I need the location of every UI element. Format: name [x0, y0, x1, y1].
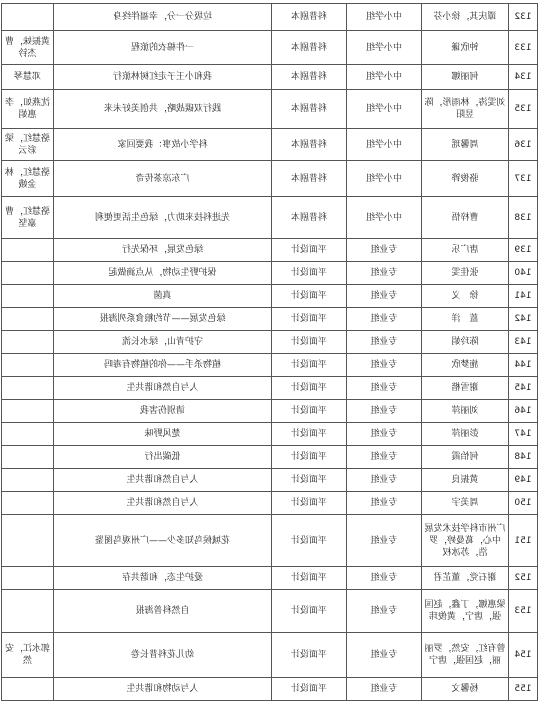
names-cell-text: 谢雪楷 [451, 383, 479, 393]
number-cell [509, 331, 538, 354]
group-cell [347, 129, 422, 161]
category-cell [272, 446, 347, 469]
names-cell-text: 骆俊铧 [451, 173, 479, 184]
number-cell [509, 308, 538, 331]
names-cell-text: 刘丽萍 [451, 406, 479, 416]
names-cell [422, 31, 509, 65]
category-cell-text: 平面设计 [291, 650, 328, 660]
names-cell-text: 黄振良 [451, 475, 479, 485]
title-cell [54, 590, 272, 633]
title-cell-text: 人与自然和谐共生 [126, 498, 199, 508]
group-cell-text: 专业组 [370, 268, 398, 278]
note-cell [2, 197, 54, 239]
category-cell-text: 平面设计 [291, 475, 328, 485]
number-cell [509, 590, 538, 633]
note-cell [2, 161, 54, 197]
category-cell [272, 469, 347, 492]
names-cell-text: 施梦欣 [451, 360, 479, 370]
number-cell-text: 146 [514, 406, 532, 416]
group-cell-text: 专业组 [370, 337, 398, 347]
category-cell [272, 161, 347, 197]
category-cell [272, 65, 347, 90]
title-cell-text: 先进科技来助力，绿色生活更便利 [95, 212, 231, 223]
table-row [2, 129, 538, 161]
group-cell [347, 161, 422, 197]
title-cell-text: 人与自然和谐共生 [126, 383, 199, 393]
title-cell-text: 践行双碳战略，共创美好未来 [104, 104, 222, 114]
note-cell [2, 354, 54, 377]
title-cell [54, 285, 272, 308]
number-cell-text: 133 [514, 42, 532, 53]
names-cell [422, 515, 509, 567]
number-cell [509, 515, 538, 567]
note-cell [2, 285, 54, 308]
title-cell [54, 377, 272, 400]
names-cell-text: 何怡霞 [451, 452, 479, 462]
group-cell [347, 492, 422, 515]
note-cell [2, 129, 54, 161]
group-cell [347, 633, 422, 678]
group-cell-text: 专业组 [370, 383, 398, 393]
group-cell-text: 中小学组 [366, 212, 403, 223]
category-cell-text: 平面设计 [291, 452, 328, 462]
names-cell-text: 钟欣谦 [451, 42, 479, 53]
group-cell-text: 专业组 [370, 245, 398, 255]
group-cell [347, 354, 422, 377]
title-cell [54, 161, 272, 197]
title-cell-text: 绿色发展，环保先行 [122, 245, 204, 255]
number-cell-text: 138 [514, 212, 532, 223]
title-cell [54, 515, 272, 567]
title-cell-text: 人与动物和谐共生 [126, 684, 199, 694]
names-cell [422, 590, 509, 633]
title-cell [54, 197, 272, 239]
note-cell [2, 31, 54, 65]
names-cell [422, 4, 509, 31]
note-cell [2, 331, 54, 354]
number-cell-text: 134 [514, 72, 532, 82]
names-cell [422, 308, 509, 331]
number-cell [509, 633, 538, 678]
note-cell [2, 590, 54, 633]
title-cell-text: 花城候鸟知多少——广州观鸟图鉴 [95, 535, 231, 546]
note-cell [2, 567, 54, 590]
table-row [2, 515, 538, 567]
table-row [2, 285, 538, 308]
group-cell [347, 446, 422, 469]
number-cell-text: 154 [514, 650, 532, 660]
table-row [2, 678, 538, 701]
number-cell [509, 678, 538, 701]
group-cell-text: 专业组 [370, 314, 398, 324]
title-cell-text: 幼儿花科普长卷 [131, 650, 195, 660]
table-row [2, 308, 538, 331]
number-cell-text: 151 [514, 535, 532, 546]
category-cell-text: 平面设计 [291, 245, 328, 255]
title-cell [54, 90, 272, 129]
category-cell-text: 平面设计 [291, 406, 328, 416]
names-cell [422, 65, 509, 90]
category-cell [272, 377, 347, 400]
title-cell-text: 人与自然和谐共生 [126, 475, 199, 485]
table-row [2, 262, 538, 285]
category-cell [272, 400, 347, 423]
number-cell [509, 31, 538, 65]
title-cell-text: 真菌 [153, 291, 172, 301]
number-cell-text: 135 [514, 104, 532, 114]
names-cell-text: 彭丽萍 [451, 429, 479, 439]
number-cell [509, 90, 538, 129]
table-row [2, 331, 538, 354]
number-cell-text: 139 [514, 245, 532, 255]
category-cell-text: 平面设计 [291, 314, 328, 324]
names-cell [422, 377, 509, 400]
names-cell-text: 杨馨文 [451, 684, 479, 694]
category-cell [272, 423, 347, 446]
names-cell [422, 161, 509, 197]
title-cell [54, 446, 272, 469]
names-cell [422, 492, 509, 515]
title-cell [54, 492, 272, 515]
names-cell [422, 90, 509, 129]
title-cell-text: 垃圾分一分，幸福伴终身 [113, 12, 213, 22]
number-cell-text: 145 [514, 383, 532, 393]
note-cell-text: 骆慧红，曹嘉坚 [5, 206, 51, 229]
title-cell [54, 633, 272, 678]
number-cell-text: 132 [514, 12, 532, 22]
number-cell [509, 377, 538, 400]
group-cell [347, 331, 422, 354]
title-cell-text: 科学小故事：我要回家 [117, 139, 208, 150]
group-cell-text: 专业组 [370, 606, 398, 616]
number-cell-text: 136 [514, 139, 532, 150]
category-cell-text: 平面设计 [291, 535, 328, 546]
note-cell [2, 678, 54, 701]
category-cell-text: 科普剧本 [291, 12, 328, 22]
number-cell [509, 285, 538, 308]
table-row [2, 239, 538, 262]
names-cell [422, 400, 509, 423]
group-cell [347, 678, 422, 701]
names-cell [422, 678, 509, 701]
number-cell-text: 148 [514, 452, 532, 462]
note-cell-text: 骆慧红，林金娥 [5, 167, 51, 190]
category-cell [272, 239, 347, 262]
title-cell [54, 129, 272, 161]
award-table [1, 3, 538, 701]
table-row [2, 590, 538, 633]
title-cell [54, 308, 272, 331]
title-cell [54, 567, 272, 590]
category-cell-text: 平面设计 [291, 268, 328, 278]
note-cell [2, 4, 54, 31]
category-cell [272, 285, 347, 308]
category-cell-text: 科普剧本 [291, 139, 328, 150]
category-cell-text: 平面设计 [291, 360, 328, 370]
number-cell-text: 140 [514, 268, 532, 278]
names-cell-text: 曹梓悟 [451, 212, 479, 223]
table-row [2, 161, 538, 197]
note-cell [2, 423, 54, 446]
group-cell [347, 377, 422, 400]
group-cell [347, 90, 422, 129]
group-cell [347, 239, 422, 262]
category-cell [272, 567, 347, 590]
category-cell-text: 平面设计 [291, 429, 328, 439]
title-cell [54, 423, 272, 446]
award-table-body [2, 4, 538, 701]
table-row [2, 400, 538, 423]
note-cell-text: 骆慧红，梁彩云 [5, 133, 51, 156]
title-cell-text: 低碳出行 [144, 452, 181, 462]
number-cell-text: 144 [514, 360, 532, 370]
category-cell-text: 平面设计 [291, 573, 328, 583]
number-cell [509, 567, 538, 590]
group-cell-text: 专业组 [370, 475, 398, 485]
category-cell [272, 308, 347, 331]
table-row [2, 377, 538, 400]
group-cell [347, 197, 422, 239]
title-cell-text: 楚风野味 [144, 429, 181, 439]
table-row [2, 567, 538, 590]
number-cell-text: 143 [514, 337, 532, 347]
number-cell-text: 149 [514, 475, 532, 485]
table-row [2, 65, 538, 90]
group-cell [347, 515, 422, 567]
number-cell [509, 400, 538, 423]
note-cell [2, 90, 54, 129]
group-cell [347, 4, 422, 31]
title-cell-text: 一件棉衣的旅程 [131, 42, 195, 53]
note-cell [2, 239, 54, 262]
category-cell [272, 590, 347, 633]
group-cell-text: 专业组 [370, 498, 398, 508]
names-cell-text: 何丽娜 [451, 72, 479, 82]
group-cell-text: 专业组 [370, 291, 398, 301]
number-cell-text: 141 [514, 291, 532, 301]
category-cell-text: 平面设计 [291, 498, 328, 508]
names-cell-text: 张佳雯 [451, 268, 479, 278]
note-cell [2, 469, 54, 492]
title-cell [54, 400, 272, 423]
group-cell-text: 专业组 [370, 535, 398, 546]
note-cell [2, 446, 54, 469]
title-cell [54, 31, 272, 65]
names-cell [422, 354, 509, 377]
names-cell-text: 陈玲娟 [451, 337, 479, 347]
title-cell-text: 请别伤害我 [140, 406, 186, 416]
category-cell [272, 90, 347, 129]
group-cell [347, 400, 422, 423]
number-cell [509, 65, 538, 90]
note-cell-text: 黄振妹，曹杰钤 [5, 36, 51, 59]
title-cell-text: 守护青山，绿水长流 [122, 337, 204, 347]
note-cell [2, 377, 54, 400]
number-cell-text: 150 [514, 498, 532, 508]
group-cell [347, 65, 422, 90]
title-cell [54, 4, 272, 31]
category-cell-text: 平面设计 [291, 606, 328, 616]
number-cell [509, 197, 538, 239]
group-cell [347, 590, 422, 633]
number-cell [509, 262, 538, 285]
names-cell-text: 唐广乐 [451, 245, 479, 255]
group-cell-text: 专业组 [370, 573, 398, 583]
number-cell-text: 153 [514, 606, 532, 616]
category-cell [272, 492, 347, 515]
table-row [2, 423, 538, 446]
table-row [2, 469, 538, 492]
category-cell-text: 平面设计 [291, 684, 328, 694]
category-cell [272, 129, 347, 161]
table-row [2, 4, 538, 31]
names-cell-text: 梁惠娜，丁鑫，赵国强，唐宁，黄俊玮 [424, 600, 506, 622]
category-cell-text: 科普剧本 [291, 173, 328, 184]
group-cell-text: 中小学组 [366, 12, 403, 22]
note-cell-text: 沈燕如，李惠娟 [5, 98, 51, 120]
category-cell-text: 科普剧本 [291, 72, 328, 82]
number-cell-text: 137 [514, 173, 532, 184]
note-cell [2, 515, 54, 567]
group-cell [347, 285, 422, 308]
number-cell [509, 129, 538, 161]
note-cell-text: 邓慧琴 [14, 72, 42, 82]
names-cell-text: 谢石党，董芷君 [433, 573, 497, 583]
category-cell-text: 平面设计 [291, 337, 328, 347]
names-cell [422, 633, 509, 678]
names-cell [422, 129, 509, 161]
title-cell [54, 678, 272, 701]
title-cell [54, 469, 272, 492]
names-cell [422, 331, 509, 354]
title-cell [54, 262, 272, 285]
names-cell-text: 广州市科学技术发展中心，葛曼婷，罗浩，苏冰权 [424, 523, 506, 558]
table-row [2, 633, 538, 678]
note-cell [2, 262, 54, 285]
group-cell-text: 中小学组 [366, 104, 403, 114]
title-cell-text: 爱护生态，和谐共存 [122, 573, 204, 583]
note-cell [2, 65, 54, 90]
table-row [2, 31, 538, 65]
group-cell [347, 262, 422, 285]
names-cell [422, 567, 509, 590]
number-cell [509, 354, 538, 377]
table-row [2, 446, 538, 469]
group-cell [347, 308, 422, 331]
title-cell [54, 354, 272, 377]
category-cell [272, 197, 347, 239]
group-cell-text: 专业组 [370, 452, 398, 462]
names-cell-text: 谭庆其，徐小芬 [433, 12, 497, 22]
number-cell-text: 147 [514, 429, 532, 439]
number-cell [509, 446, 538, 469]
names-cell-text: 蓝 洋 [451, 314, 479, 324]
names-cell [422, 446, 509, 469]
category-cell [272, 4, 347, 31]
names-cell-text: 刘雯涛，林雨彤，陈昱阳 [424, 98, 506, 120]
group-cell-text: 专业组 [370, 684, 398, 694]
number-cell [509, 423, 538, 446]
names-cell [422, 469, 509, 492]
category-cell [272, 515, 347, 567]
category-cell [272, 354, 347, 377]
note-cell [2, 308, 54, 331]
category-cell-text: 科普剧本 [291, 42, 328, 53]
group-cell-text: 专业组 [370, 406, 398, 416]
title-cell-text: 植物杀手——你的植物有毒吗 [104, 360, 222, 370]
note-cell [2, 400, 54, 423]
group-cell [347, 469, 422, 492]
number-cell [509, 492, 538, 515]
group-cell [347, 567, 422, 590]
group-cell-text: 专业组 [370, 650, 398, 660]
title-cell-text: 广东凉茶传奇 [135, 173, 190, 184]
group-cell-text: 专业组 [370, 360, 398, 370]
title-cell-text: 我和小王子走红树林旅行 [113, 72, 213, 82]
names-cell [422, 239, 509, 262]
category-cell-text: 科普剧本 [291, 104, 328, 114]
number-cell-text: 155 [514, 684, 532, 694]
number-cell-text: 142 [514, 314, 532, 324]
group-cell-text: 中小学组 [366, 72, 403, 82]
names-cell [422, 262, 509, 285]
names-cell-text: 曾有红，安然，罗丽丽，赵国强，唐宁 [424, 644, 506, 666]
number-cell [509, 161, 538, 197]
group-cell-text: 中小学组 [366, 139, 403, 150]
number-cell [509, 239, 538, 262]
category-cell [272, 633, 347, 678]
note-cell [2, 492, 54, 515]
names-cell [422, 285, 509, 308]
category-cell [272, 331, 347, 354]
category-cell-text: 科普剧本 [291, 212, 328, 223]
group-cell-text: 专业组 [370, 429, 398, 439]
number-cell [509, 4, 538, 31]
category-cell [272, 678, 347, 701]
note-cell [2, 633, 54, 678]
title-cell [54, 331, 272, 354]
category-cell-text: 平面设计 [291, 383, 328, 393]
title-cell [54, 239, 272, 262]
names-cell [422, 197, 509, 239]
table-row [2, 90, 538, 129]
category-cell [272, 262, 347, 285]
table-row [2, 492, 538, 515]
group-cell [347, 423, 422, 446]
table-row [2, 197, 538, 239]
names-cell-text: 周馨瑶 [451, 139, 479, 150]
group-cell [347, 31, 422, 65]
title-cell-text: 自然科普海报 [135, 606, 190, 616]
title-cell-text: 保护野生动物，从点滴做起 [108, 268, 217, 278]
number-cell [509, 469, 538, 492]
group-cell-text: 中小学组 [366, 173, 403, 184]
note-cell-text: 郭水江，安然 [5, 644, 51, 666]
number-cell-text: 152 [514, 573, 532, 583]
category-cell-text: 平面设计 [291, 291, 328, 301]
title-cell-text: 绿色发展——节约粮食系列海报 [99, 314, 226, 324]
group-cell-text: 中小学组 [366, 42, 403, 53]
names-cell-text: 徐 义 [451, 291, 479, 301]
names-cell-text: 周美宇 [451, 498, 479, 508]
title-cell [54, 65, 272, 90]
table-row [2, 354, 538, 377]
names-cell [422, 423, 509, 446]
category-cell [272, 31, 347, 65]
